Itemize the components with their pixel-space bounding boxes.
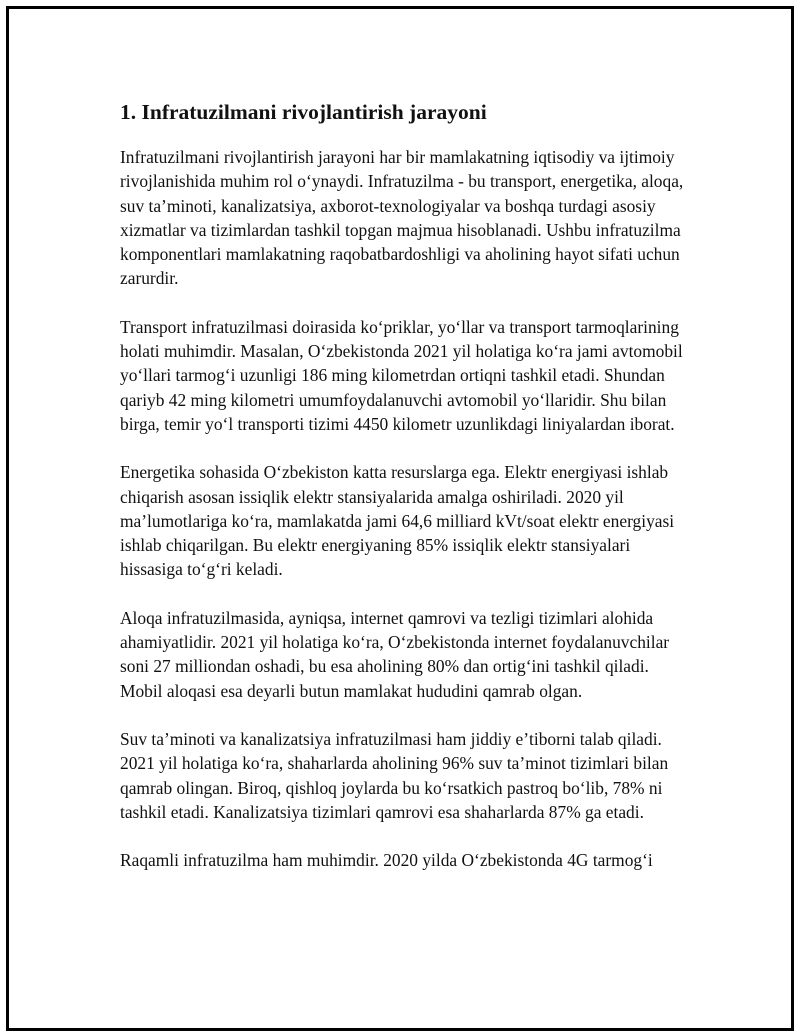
paragraph-transport: Transport infratuzilmasi doirasida koʻpriklar, yoʻllar va transport tarmoqlarining holati muhimdir. Masalan, Oʻzbekistonda 2021 yil holatiga koʻra jami avtomobil yoʻllari tarmogʻi uzunligi 186 ming kilometrdan ortiqni tashkil etadi. Shundan qariyb 42 ming kilometri umumfoydalanuvchi avtomobil yoʻllaridir. Shu bilan birga, temir yoʻl transporti tizimi 4450 kilometr uzunlikdagi liniyalardan iborat.	[120, 316, 683, 434]
paragraph-intro: Infratuzilmani rivojlantirish jarayoni har bir mamlakatning iqtisodiy va ijtimoiy rivojlanishida muhim rol oʻynaydi. Infratuzilma - bu transport, energetika, aloqa, suv taʼminoti, kanalizatsiya, axborot-texnologiyalar va boshqa turdagi asosiy xizmatlar va tizimlardan tashkil topgan majmua hisoblanadi. Ushbu infratuzilma komponentlari mamlakatning raqobatbardoshligi va aholining hayot sifati uchun zarurdir.	[120, 147, 684, 289]
paragraph-digital: Raqamli infratuzilma ham muhimdir. 2020 yilda Oʻzbekistonda 4G tarmogʻi	[120, 850, 653, 871]
paragraph-water-supply: Suv taʼminoti va kanalizatsiya infratuzilmasi ham jiddiy eʼtiborni talab qiladi. 2021 yil holatiga koʻra, shaharlarda aholining 96% suv taʼminot tizimlari bilan qamrab olingan. Biroq, qishloq joylarda bu koʻrsatkich pastroq boʻlib, 78% ni tashkil etadi. Kanalizatsiya tizimlari qamrovi esa shaharlarda 87% ga etadi.	[120, 728, 669, 822]
document-page	[6, 6, 794, 1031]
section-heading: 1. Infratuzilmani rivojlantirish jarayoni	[120, 100, 487, 124]
document-content	[120, 97, 690, 896]
paragraph-energy: Energetika sohasida Oʻzbekiston katta resurslarga ega. Elektr energiyasi ishlab chiqarish asosan issiqlik elektr stansiyalarida amalga oshiriladi. 2020 yil maʼlumotlariga koʻra, mamlakatda jami 64,6 milliard kVt/soat elektr energiyasi ishlab chiqarilgan. Bu elektr energiyaning 85% issiqlik elektr stansiyalari hissasiga toʻgʻri keladi.	[120, 462, 675, 580]
paragraph-communication: Aloqa infratuzilmasida, ayniqsa, internet qamrovi va tezligi tizimlari alohida ahamiyatlidir. 2021 yil holatiga koʻra, Oʻzbekistonda internet foydalanuvchilar soni 27 milliondan oshadi, bu esa aholining 80% dan ortigʻini tashkil qiladi. Mobil aloqasi esa deyarli butun mamlakat hududini qamrab olgan.	[120, 607, 670, 701]
